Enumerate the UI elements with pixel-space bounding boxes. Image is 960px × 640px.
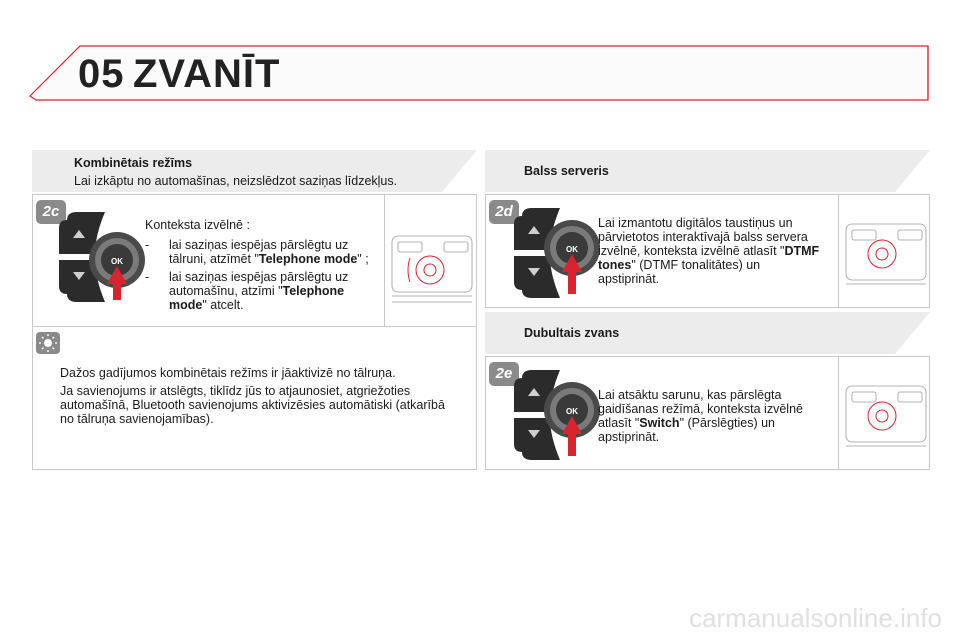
double-call-title: Dubultais zvans bbox=[524, 326, 620, 340]
watermark-text: carmanualsonline.info bbox=[689, 603, 942, 633]
voicemail-title: Balss serveris bbox=[524, 164, 609, 178]
bullet-phone-mode: - lai saziņas iespējas pārslēgtu uz tālruni, atzīmēt "Telephone mode" ; bbox=[145, 238, 375, 266]
note-paragraph-2: Ja savienojums ir atslēgts, tiklīdz jūs to atjaunosiet, atgriežoties automašīnā, Bluetooth savienojums aktivizēsies automātiski (atkarībā no tālruņa savienojamības). bbox=[60, 384, 445, 426]
dashboard-thumbnail bbox=[842, 372, 928, 462]
divider bbox=[384, 194, 385, 326]
divider bbox=[838, 194, 839, 307]
ok-button-label: OK bbox=[111, 257, 123, 266]
combined-mode-text: Lai izkāptu no automašīnas, neizslēdzot saziņas līdzekļus. bbox=[74, 174, 398, 188]
bulb-icon bbox=[36, 332, 60, 354]
double-call-text: Lai atsāktu sarunu, kas pārslēgta gaidīšanas režīmā, konteksta izvēlnē atlasīt "Switch" (Pārslēgties) un apstiprināt. bbox=[598, 388, 803, 444]
step-badge-2e: 2e bbox=[489, 362, 519, 386]
step-badge-2d: 2d bbox=[489, 200, 519, 224]
bullet-car-mode: - lai saziņas iespējas pārslēgtu uz automašīnu, atzīmi "Telephone mode" atcelt. bbox=[145, 270, 375, 312]
dashboard-thumbnail bbox=[842, 210, 928, 300]
combined-mode-title: Kombinētais režīms bbox=[74, 156, 193, 170]
voicemail-text: Lai izmantotu digitālos taustiņus un pārvietotos interaktīvajā balss servera izvēlnē, konteksta izvēlnē atlasīt "DTMF tones" (DTMF tonalitātes) un apstiprināt. bbox=[598, 216, 820, 286]
context-menu-heading: Konteksta izvēlnē : bbox=[145, 218, 250, 232]
divider bbox=[838, 356, 839, 469]
context-menu-block bbox=[145, 218, 375, 316]
ok-button-label: OK bbox=[566, 407, 578, 416]
step-badge-2c: 2c bbox=[36, 200, 66, 224]
dashboard-thumbnail bbox=[388, 218, 474, 318]
divider bbox=[32, 326, 476, 327]
ok-button-label: OK bbox=[566, 245, 578, 254]
chapter-number: 05 bbox=[78, 52, 125, 96]
note-paragraph-1: Dažos gadījumos kombinētais režīms ir jāaktivizē no tālruņa. bbox=[60, 366, 396, 380]
chapter-title: ZVANĪT bbox=[133, 52, 281, 96]
